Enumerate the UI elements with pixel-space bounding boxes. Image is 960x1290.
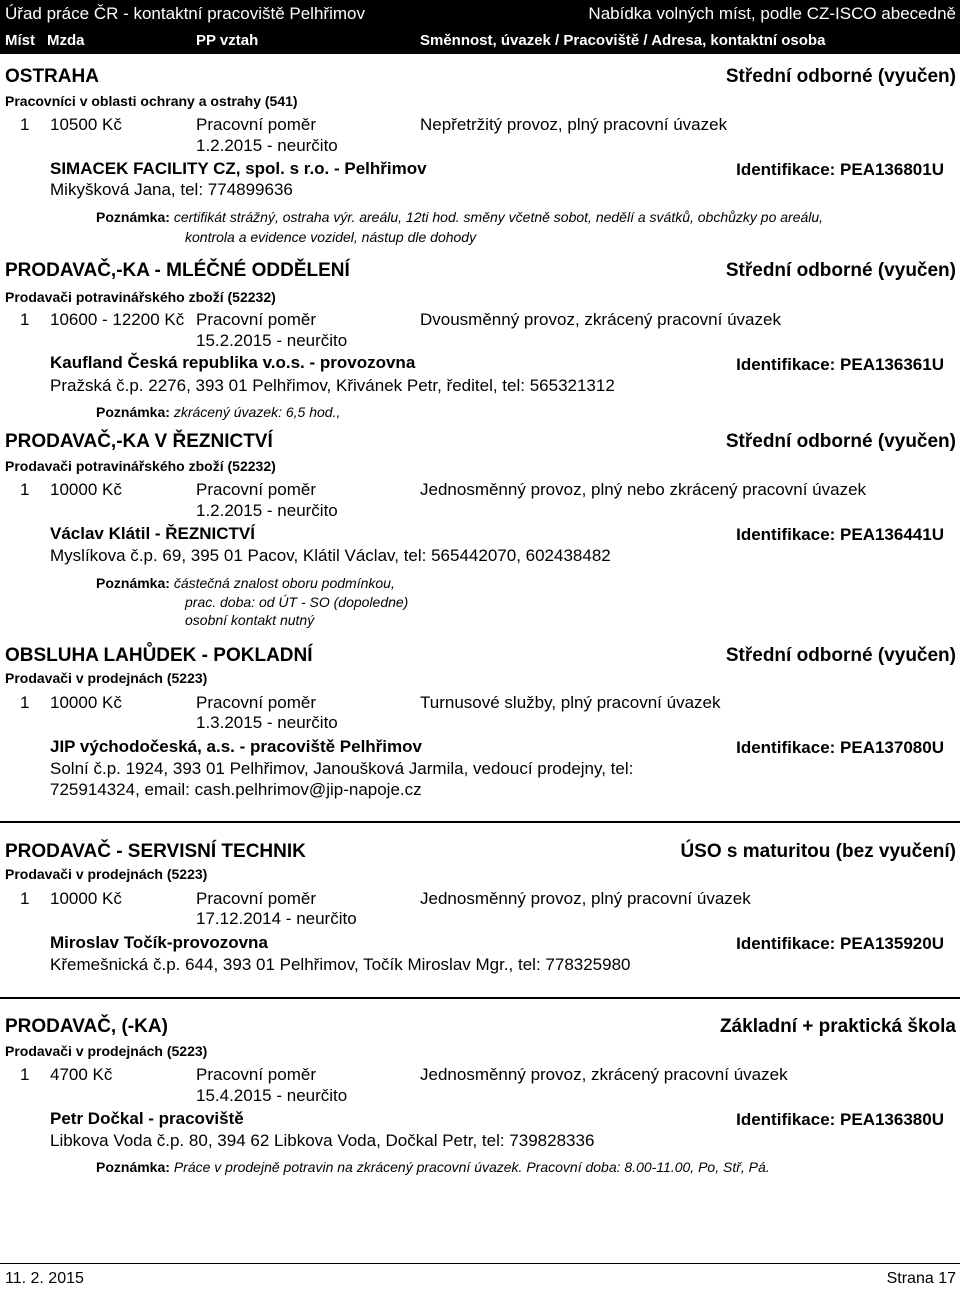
job-title: PRODAVAČ,-KA - MLÉČNÉ ODDĚLENÍ xyxy=(5,260,350,281)
shift-type: Jednosměnný provoz, zkrácený pracovní úvazek xyxy=(420,1065,788,1084)
note-label: Poznámka: xyxy=(96,1159,170,1175)
note-text: certifikát strážný, ostraha výr. areálu, 12ti hod. směny včetně sobot, nedělí a svátků, obchůzky po areálu, xyxy=(173,209,824,225)
address: Mikyšková Jana, tel: 774899636 xyxy=(50,180,293,199)
note-text-2: prac. doba: od ÚT - SO (dopoledne) xyxy=(185,594,409,610)
note xyxy=(96,209,823,225)
employment-type: Pracovní poměr xyxy=(196,480,316,499)
employment-type: Pracovní poměr xyxy=(196,115,316,134)
date-range: 15.4.2015 - neurčito xyxy=(196,1086,348,1105)
footer-date: 11. 2. 2015 xyxy=(5,1270,84,1287)
job-title: PRODAVAČ - SERVISNÍ TECHNIK xyxy=(5,841,306,862)
employment-type: Pracovní poměr xyxy=(196,1065,316,1084)
employer: Petr Dočkal - pracoviště xyxy=(50,1109,244,1128)
employer: JIP východočeská, a.s. - pracoviště Pelhřimov xyxy=(50,737,422,756)
position-count: 1 xyxy=(20,480,30,499)
position-count: 1 xyxy=(20,310,30,329)
address: Křemešnická č.p. 644, 393 01 Pelhřimov, Točík Miroslav Mgr., tel: 778325980 xyxy=(50,955,631,974)
job-category: Prodavači v prodejnách (5223) xyxy=(5,670,208,686)
address-line-2: 725914324, email: cash.pelhrimov@jip-napoje.cz xyxy=(50,780,422,799)
wage: 10000 Kč xyxy=(50,480,122,499)
page-number: Strana 17 xyxy=(886,1270,956,1287)
job-category: Prodavači potravinářského zboží (52232) xyxy=(5,458,276,474)
job-title: PRODAVAČ,-KA V ŘEZNICTVÍ xyxy=(5,431,273,452)
divider xyxy=(0,997,960,999)
note-label: Poznámka: xyxy=(96,404,170,420)
employment-type: Pracovní poměr xyxy=(196,310,316,329)
education-level: Střední odborné (vyučen) xyxy=(725,431,956,452)
listing-id: Identifikace: PEA135920U xyxy=(736,934,944,953)
note-text-2: kontrola a evidence vozidel, nástup dle dohody xyxy=(185,229,477,245)
address: Solní č.p. 1924, 393 01 Pelhřimov, Janoušková Jarmila, vedoucí prodejny, tel: xyxy=(50,759,634,778)
wage: 10000 Kč xyxy=(50,693,122,712)
address: Libkova Voda č.p. 80, 394 62 Libkova Voda, Dočkal Petr, tel: 739828336 xyxy=(50,1131,595,1150)
job-title: OSTRAHA xyxy=(5,66,99,87)
education-level: Střední odborné (vyučen) xyxy=(725,645,956,666)
date-range: 17.12.2014 - neurčito xyxy=(196,909,357,928)
date-range: 1.2.2015 - neurčito xyxy=(196,501,338,520)
position-count: 1 xyxy=(20,115,30,134)
note-text: částečná znalost oboru podmínkou, xyxy=(173,575,395,591)
employer: Miroslav Točík-provozovna xyxy=(50,933,268,952)
office-title: Úřad práce ČR - kontaktní pracoviště Pelhřimov xyxy=(5,4,365,23)
address: Myslíkova č.p. 69, 395 01 Pacov, Klátil Václav, tel: 565442070, 602438482 xyxy=(50,546,611,565)
listing-id: Identifikace: PEA136441U xyxy=(736,525,944,544)
wage: 10500 Kč xyxy=(50,115,122,134)
listing-id: Identifikace: PEA136380U xyxy=(736,1110,944,1129)
report-title: Nabídka volných míst, podle CZ-ISCO abecedně xyxy=(588,4,956,23)
note xyxy=(96,1159,770,1175)
col-header-count: Míst xyxy=(5,32,35,49)
employer: Václav Klátil - ŘEZNICTVÍ xyxy=(50,524,255,543)
education-level: ÚSO s maturitou (bez vyučení) xyxy=(680,841,956,862)
note-label: Poznámka: xyxy=(96,575,170,591)
footer-divider xyxy=(0,1263,960,1264)
job-title: OBSLUHA LAHŮDEK - POKLADNÍ xyxy=(5,645,313,666)
shift-type: Turnusové služby, plný pracovní úvazek xyxy=(420,693,721,712)
date-range: 1.3.2015 - neurčito xyxy=(196,713,338,732)
shift-type: Dvousměnný provoz, zkrácený pracovní úvazek xyxy=(420,310,781,329)
employment-type: Pracovní poměr xyxy=(196,889,316,908)
note-text-3: osobní kontakt nutný xyxy=(185,612,315,628)
education-level: Střední odborné (vyučen) xyxy=(725,260,956,281)
listing-id: Identifikace: PEA136361U xyxy=(736,355,944,374)
position-count: 1 xyxy=(20,1065,30,1084)
position-count: 1 xyxy=(20,693,30,712)
note-text: zkrácený úvazek: 6,5 hod., xyxy=(173,404,341,420)
note-label: Poznámka: xyxy=(96,209,170,225)
note xyxy=(96,575,395,591)
education-level: Střední odborné (vyučen) xyxy=(725,66,956,87)
col-header-wage: Mzda xyxy=(47,32,85,49)
position-count: 1 xyxy=(20,889,30,908)
employer: Kaufland Česká republika v.o.s. - provozovna xyxy=(50,353,416,372)
wage: 10000 Kč xyxy=(50,889,122,908)
date-range: 15.2.2015 - neurčito xyxy=(196,331,348,350)
shift-type: Nepřetržitý provoz, plný pracovní úvazek xyxy=(420,115,728,134)
col-header-pp: PP vztah xyxy=(196,32,259,49)
job-title: PRODAVAČ, (-KA) xyxy=(5,1016,168,1037)
date-range: 1.2.2015 - neurčito xyxy=(196,136,338,155)
listing-id: Identifikace: PEA136801U xyxy=(736,160,944,179)
job-category: Prodavači v prodejnách (5223) xyxy=(5,866,208,882)
note xyxy=(96,404,340,420)
wage: 4700 Kč xyxy=(50,1065,113,1084)
job-category: Prodavači potravinářského zboží (52232) xyxy=(5,289,276,305)
job-category: Prodavači v prodejnách (5223) xyxy=(5,1043,208,1059)
col-header-details: Směnnost, úvazek / Pracoviště / Adresa, kontaktní osoba xyxy=(420,32,826,49)
divider xyxy=(0,821,960,823)
listing-id: Identifikace: PEA137080U xyxy=(736,738,944,757)
note-text: Práce v prodejně potravin na zkrácený pracovní úvazek. Pracovní doba: 8.00-11.00, Po, Stř, Pá. xyxy=(173,1159,770,1175)
education-level: Základní + praktická škola xyxy=(719,1016,956,1037)
job-category: Pracovníci v oblasti ochrany a ostrahy (541) xyxy=(5,93,298,109)
shift-type: Jednosměnný provoz, plný pracovní úvazek xyxy=(420,889,751,908)
employment-type: Pracovní poměr xyxy=(196,693,316,712)
employer: SIMACEK FACILITY CZ, spol. s r.o. - Pelhřimov xyxy=(50,159,427,178)
address: Pražská č.p. 2276, 393 01 Pelhřimov, Křivánek Petr, ředitel, tel: 565321312 xyxy=(50,376,615,395)
shift-type: Jednosměnný provoz, plný nebo zkrácený pracovní úvazek xyxy=(420,480,867,499)
wage: 10600 - 12200 Kč xyxy=(50,310,185,329)
